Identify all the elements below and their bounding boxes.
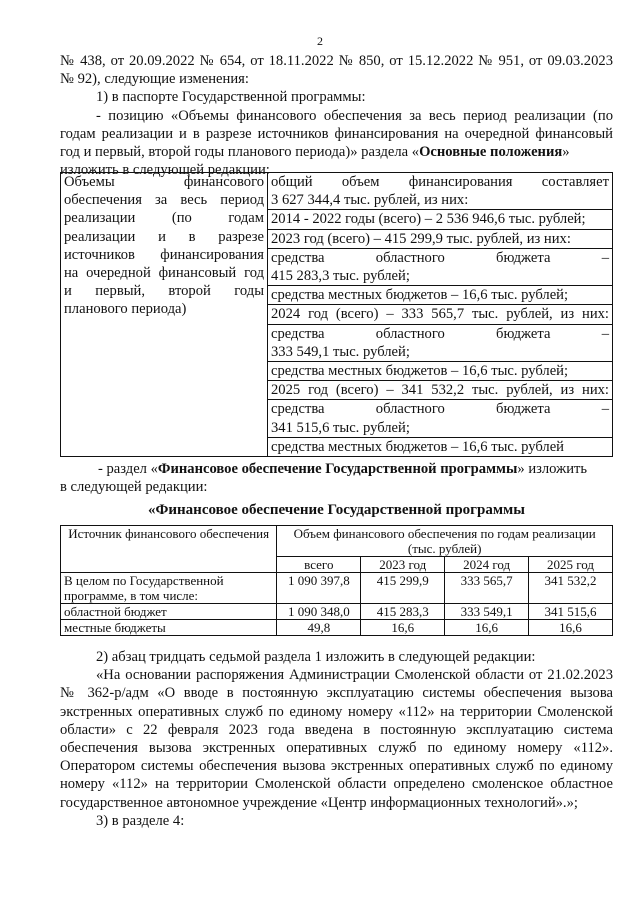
row-value: 16,6	[529, 620, 613, 636]
item-3-title: 3) в разделе 4:	[96, 812, 185, 829]
right-line: 3 627 344,4 тыс. рублей, из них:	[271, 192, 469, 209]
right-line: 2023 год (всего) – 415 299,9 тыс. рублей, из них:	[271, 230, 571, 247]
right-line: средства местных бюджетов – 16,6 тыс. рублей;	[271, 363, 569, 380]
row-value: 415 299,9	[361, 573, 445, 604]
finance-text-end: » изложить	[517, 461, 588, 477]
right-line: 341 515,6 тыс. рублей;	[271, 419, 410, 436]
row-value: 341 515,6	[529, 604, 613, 620]
row-label: областной бюджет	[61, 604, 277, 620]
row-value: 415 283,3	[361, 604, 445, 620]
right-line: 2025 год (всего) – 341 532,2 тыс. рублей, из них:	[271, 382, 609, 399]
col-source-header: Источник финансового обеспечения	[61, 526, 277, 573]
position-text: - позицию «Объемы финансового обеспечения за весь период реализации (по годам реализации и в разрезе источников финансирования на очередной финансовый год и первый, второй годы планового периода)» раздела «	[60, 107, 613, 161]
right-line: 2024 год (всего) – 333 565,7 тыс. рублей, из них:	[271, 306, 609, 323]
finance-section-line	[60, 460, 613, 478]
finance-text-bold: Финансовое обеспечение Государственной программы	[157, 461, 518, 477]
row-value: 16,6	[361, 620, 445, 636]
left-line: источников финансирования	[64, 246, 264, 263]
finance-table	[60, 525, 613, 636]
row-value: 1 090 348,0	[277, 604, 361, 620]
right-line: средства местных бюджетов – 16,6 тыс. рублей;	[271, 287, 569, 304]
item-1-title: 1) в паспорте Государственной программы:	[96, 89, 366, 106]
right-line: 333 549,1 тыс. рублей;	[271, 343, 410, 360]
table-row	[61, 620, 613, 636]
passport-left-cell	[61, 173, 268, 457]
position-end: »	[562, 144, 570, 161]
finance-section-block	[60, 460, 613, 520]
row-label: местные бюджеты	[61, 620, 277, 636]
right-line: средства областного бюджета –	[271, 325, 609, 342]
page-number: 2	[317, 34, 323, 48]
left-line: реализации и в разрезе	[64, 228, 264, 245]
sub-header: 2024 год	[445, 557, 529, 573]
passport-table	[60, 172, 613, 457]
left-line: реализации (по годам	[64, 210, 264, 227]
row-value: 49,8	[277, 620, 361, 636]
finance-section-line-2: в следующей редакции:	[60, 479, 208, 496]
right-line: общий объем финансирования составляет	[271, 174, 609, 190]
row-label: В целом по Государственной программе, в том числе:	[61, 573, 277, 604]
redaction-line: изложить в следующей редакции:	[60, 162, 270, 179]
left-line: на очередной финансовый год	[64, 265, 264, 282]
left-line: планового периода)	[64, 301, 187, 318]
sub-header: всего	[277, 557, 361, 573]
right-line: 2014 - 2022 годы (всего) – 2 536 946,6 тыс. рублей;	[271, 211, 586, 228]
sub-header: 2025 год	[529, 557, 613, 573]
right-line: средства областного бюджета –	[271, 401, 609, 418]
intro-line-2: № 92), следующие изменения:	[60, 71, 249, 88]
finance-text-start: - раздел «	[98, 461, 158, 477]
item-2-text: «На основании распоряжения Администрации Смоленской области от 21.02.2023 № 362-р/адм «О вводе в постоянную эксплуатацию системы обеспечения вызова экстренных оперативных служб по единому номеру «112» на территории Смоленской области» с 22 февраля 2023 года введена в постоянную эксплуатацию система обеспечения вызова экстренных оперативных служб по единому номеру «112». Оператором системы обеспечения вызова экстренных оперативных служб по единому номеру «112» на территории Смоленской области определено смоленское областное государственное автономное учреждение «Центр информационных технологий».»;	[60, 667, 613, 811]
intro-line-1: № 438, от 20.09.2022 № 654, от 18.11.2022 № 850, от 15.12.2022 № 951, от 09.03.2023	[60, 53, 613, 69]
row-value: 333 549,1	[445, 604, 529, 620]
row-value: 333 565,7	[445, 573, 529, 604]
table-row	[61, 573, 613, 604]
left-line: и первый, второй годы	[64, 283, 264, 300]
item-2-title: 2) абзац тридцать седьмой раздела 1 изложить в следующей редакции:	[96, 649, 536, 665]
passport-right-cell	[268, 173, 613, 457]
finance-heading: «Финансовое обеспечение Государственной программы	[148, 502, 525, 519]
row-value: 341 532,2	[529, 573, 613, 604]
position-paragraph	[60, 107, 613, 162]
right-line: средства местных бюджетов – 16,6 тыс. рублей	[271, 438, 564, 455]
row-value: 16,6	[445, 620, 529, 636]
position-bold: Основные положения	[419, 144, 563, 161]
right-line: 415 283,3 тыс. рублей;	[271, 268, 410, 285]
table-row	[61, 604, 613, 620]
item-2-block	[60, 648, 613, 830]
right-line: средства областного бюджета –	[271, 249, 609, 266]
row-value: 1 090 397,8	[277, 573, 361, 604]
sub-header: 2023 год	[361, 557, 445, 573]
col-volume-header: Объем финансового обеспечения по годам реализации (тыс. рублей)	[277, 526, 613, 557]
left-line: обеспечения за весь период	[64, 192, 264, 209]
left-line: Объемы финансового	[64, 174, 264, 190]
intro-block	[60, 52, 613, 179]
